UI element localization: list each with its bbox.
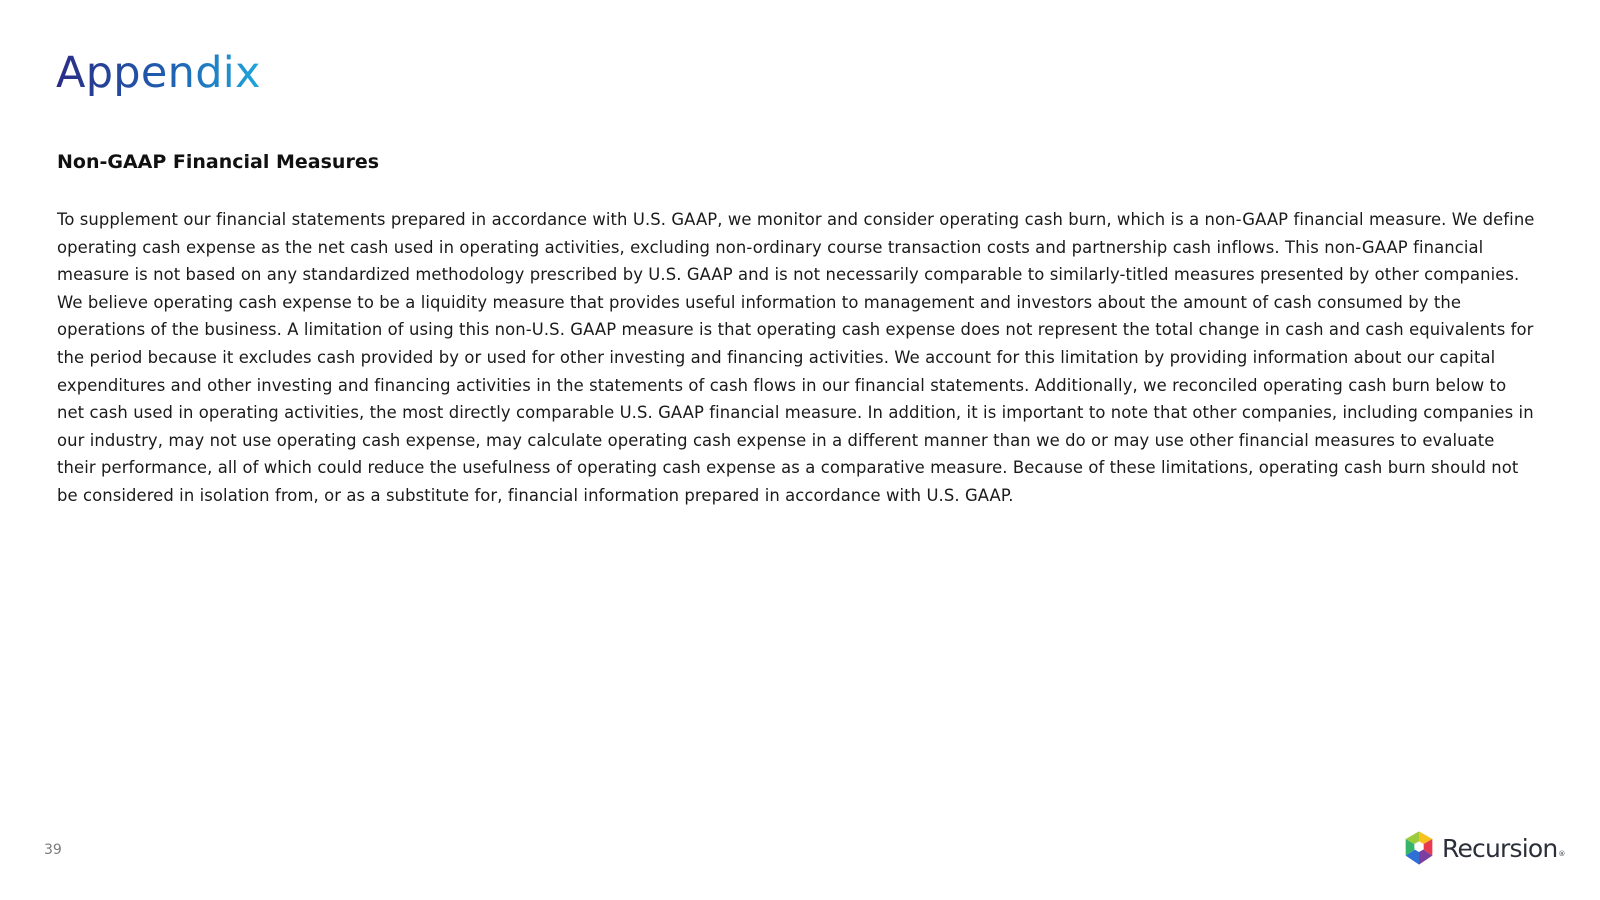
registered-mark: ® (1558, 850, 1566, 858)
brand-name: Recursion (1442, 833, 1558, 863)
page-number: 39 (44, 842, 62, 858)
recursion-logo-icon (1402, 830, 1436, 866)
brand-logo-lockup (1402, 830, 1565, 866)
slide-title: Appendix (56, 44, 261, 102)
section-heading: Non-GAAP Financial Measures (57, 151, 380, 173)
body-paragraph: To supplement our financial statements prepared in accordance with U.S. GAAP, we monitor and consider operating cash burn, which is a non-GAAP financial measure. We define operating cash expense as the net cash used in operating activities, excluding non-ordinary course transaction costs and partnership cash inflows. This non-GAAP financial measure is not based on any standardized methodology prescribed by U.S. GAAP and is not necessarily comparable to similarly-titled measures presented by other companies. We believe operating cash expense to be a liquidity measure that provides useful information to management and investors about the amount of cash consumed by the operations of the business. A limitation of using this non-U.S. GAAP measure is that operating cash expense does not represent the total change in cash and cash equivalents for the period because it excludes cash provided by or used for other investing and financing activities. We account for this limitation by providing information about our capital expenditures and other investing and financing activities in the statements of cash flows in our financial statements. Additionally, we reconciled operating cash burn below to net cash used in operating activities, the most directly comparable U.S. GAAP financial measure. In addition, it is important to note that other companies, including companies in our industry, may not use operating cash expense, may calculate operating cash expense in a different manner than we do or may use other financial measures to evaluate their performance, all of which could reduce the usefulness of operating cash expense as a comparative measure. Because of these limitations, operating cash burn should not be considered in isolation from, or as a substitute for, financial information prepared in accordance with U.S. GAAP. (57, 210, 1535, 505)
